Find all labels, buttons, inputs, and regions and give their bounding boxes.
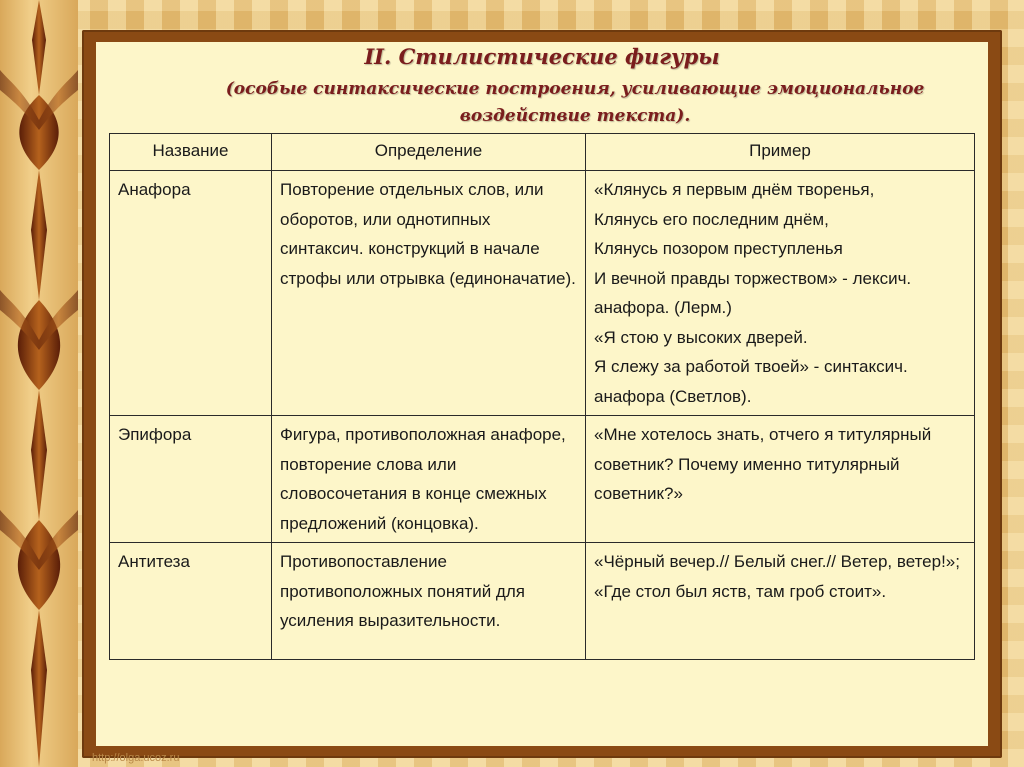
cell-example: «Чёрный вечер.// Белый снег.// Ветер, ветер!»; «Где стол был яств, там гроб стоит».	[586, 543, 975, 660]
cell-name: Эпифора	[110, 416, 272, 543]
cell-example: «Мне хотелось знать, отчего я титулярный советник? Почему именно титулярный советник?»	[586, 416, 975, 543]
cell-definition: Фигура, противоположная анафоре, повторение слова или словосочетания в конце смежных предложений (концовка).	[272, 416, 586, 543]
page-title: II. Стилистические фигуры	[364, 44, 720, 69]
watermark-url: http://olga.ucoz.ru	[92, 752, 180, 764]
cell-definition: Противопоставление противоположных понятий для усиления выразительности.	[272, 543, 586, 660]
cell-definition: Повторение отдельных слов, или оборотов, или однотипных синтаксич. конструкций в начале строфы или отрывка (единоначатие).	[272, 171, 586, 416]
page-subtitle: (особые синтаксические построения, усиливающие эмоциональное воздействие текста).	[225, 79, 925, 126]
decorative-ornament-strip	[0, 0, 78, 767]
table-row	[110, 543, 975, 660]
stylistic-figures-table	[109, 133, 975, 660]
cell-example: «Клянусь я первым днём творенья, Клянусь его последним днём, Клянусь позором преступленья И вечной правды торжеством» - лексич. анафора. (Лерм.) «Я стою у высоких дверей. Я слежу за работой твоей» - синтаксич. анафора (Светлов).	[586, 171, 975, 416]
table-row	[110, 171, 975, 416]
ornament-pattern-icon	[0, 0, 78, 767]
table-header-row	[110, 134, 975, 171]
table-row	[110, 416, 975, 543]
cell-name: Анафора	[110, 171, 272, 416]
cell-name: Антитеза	[110, 543, 272, 660]
header-definition: Определение	[272, 134, 586, 171]
header-example: Пример	[586, 134, 975, 171]
header-name: Название	[110, 134, 272, 171]
